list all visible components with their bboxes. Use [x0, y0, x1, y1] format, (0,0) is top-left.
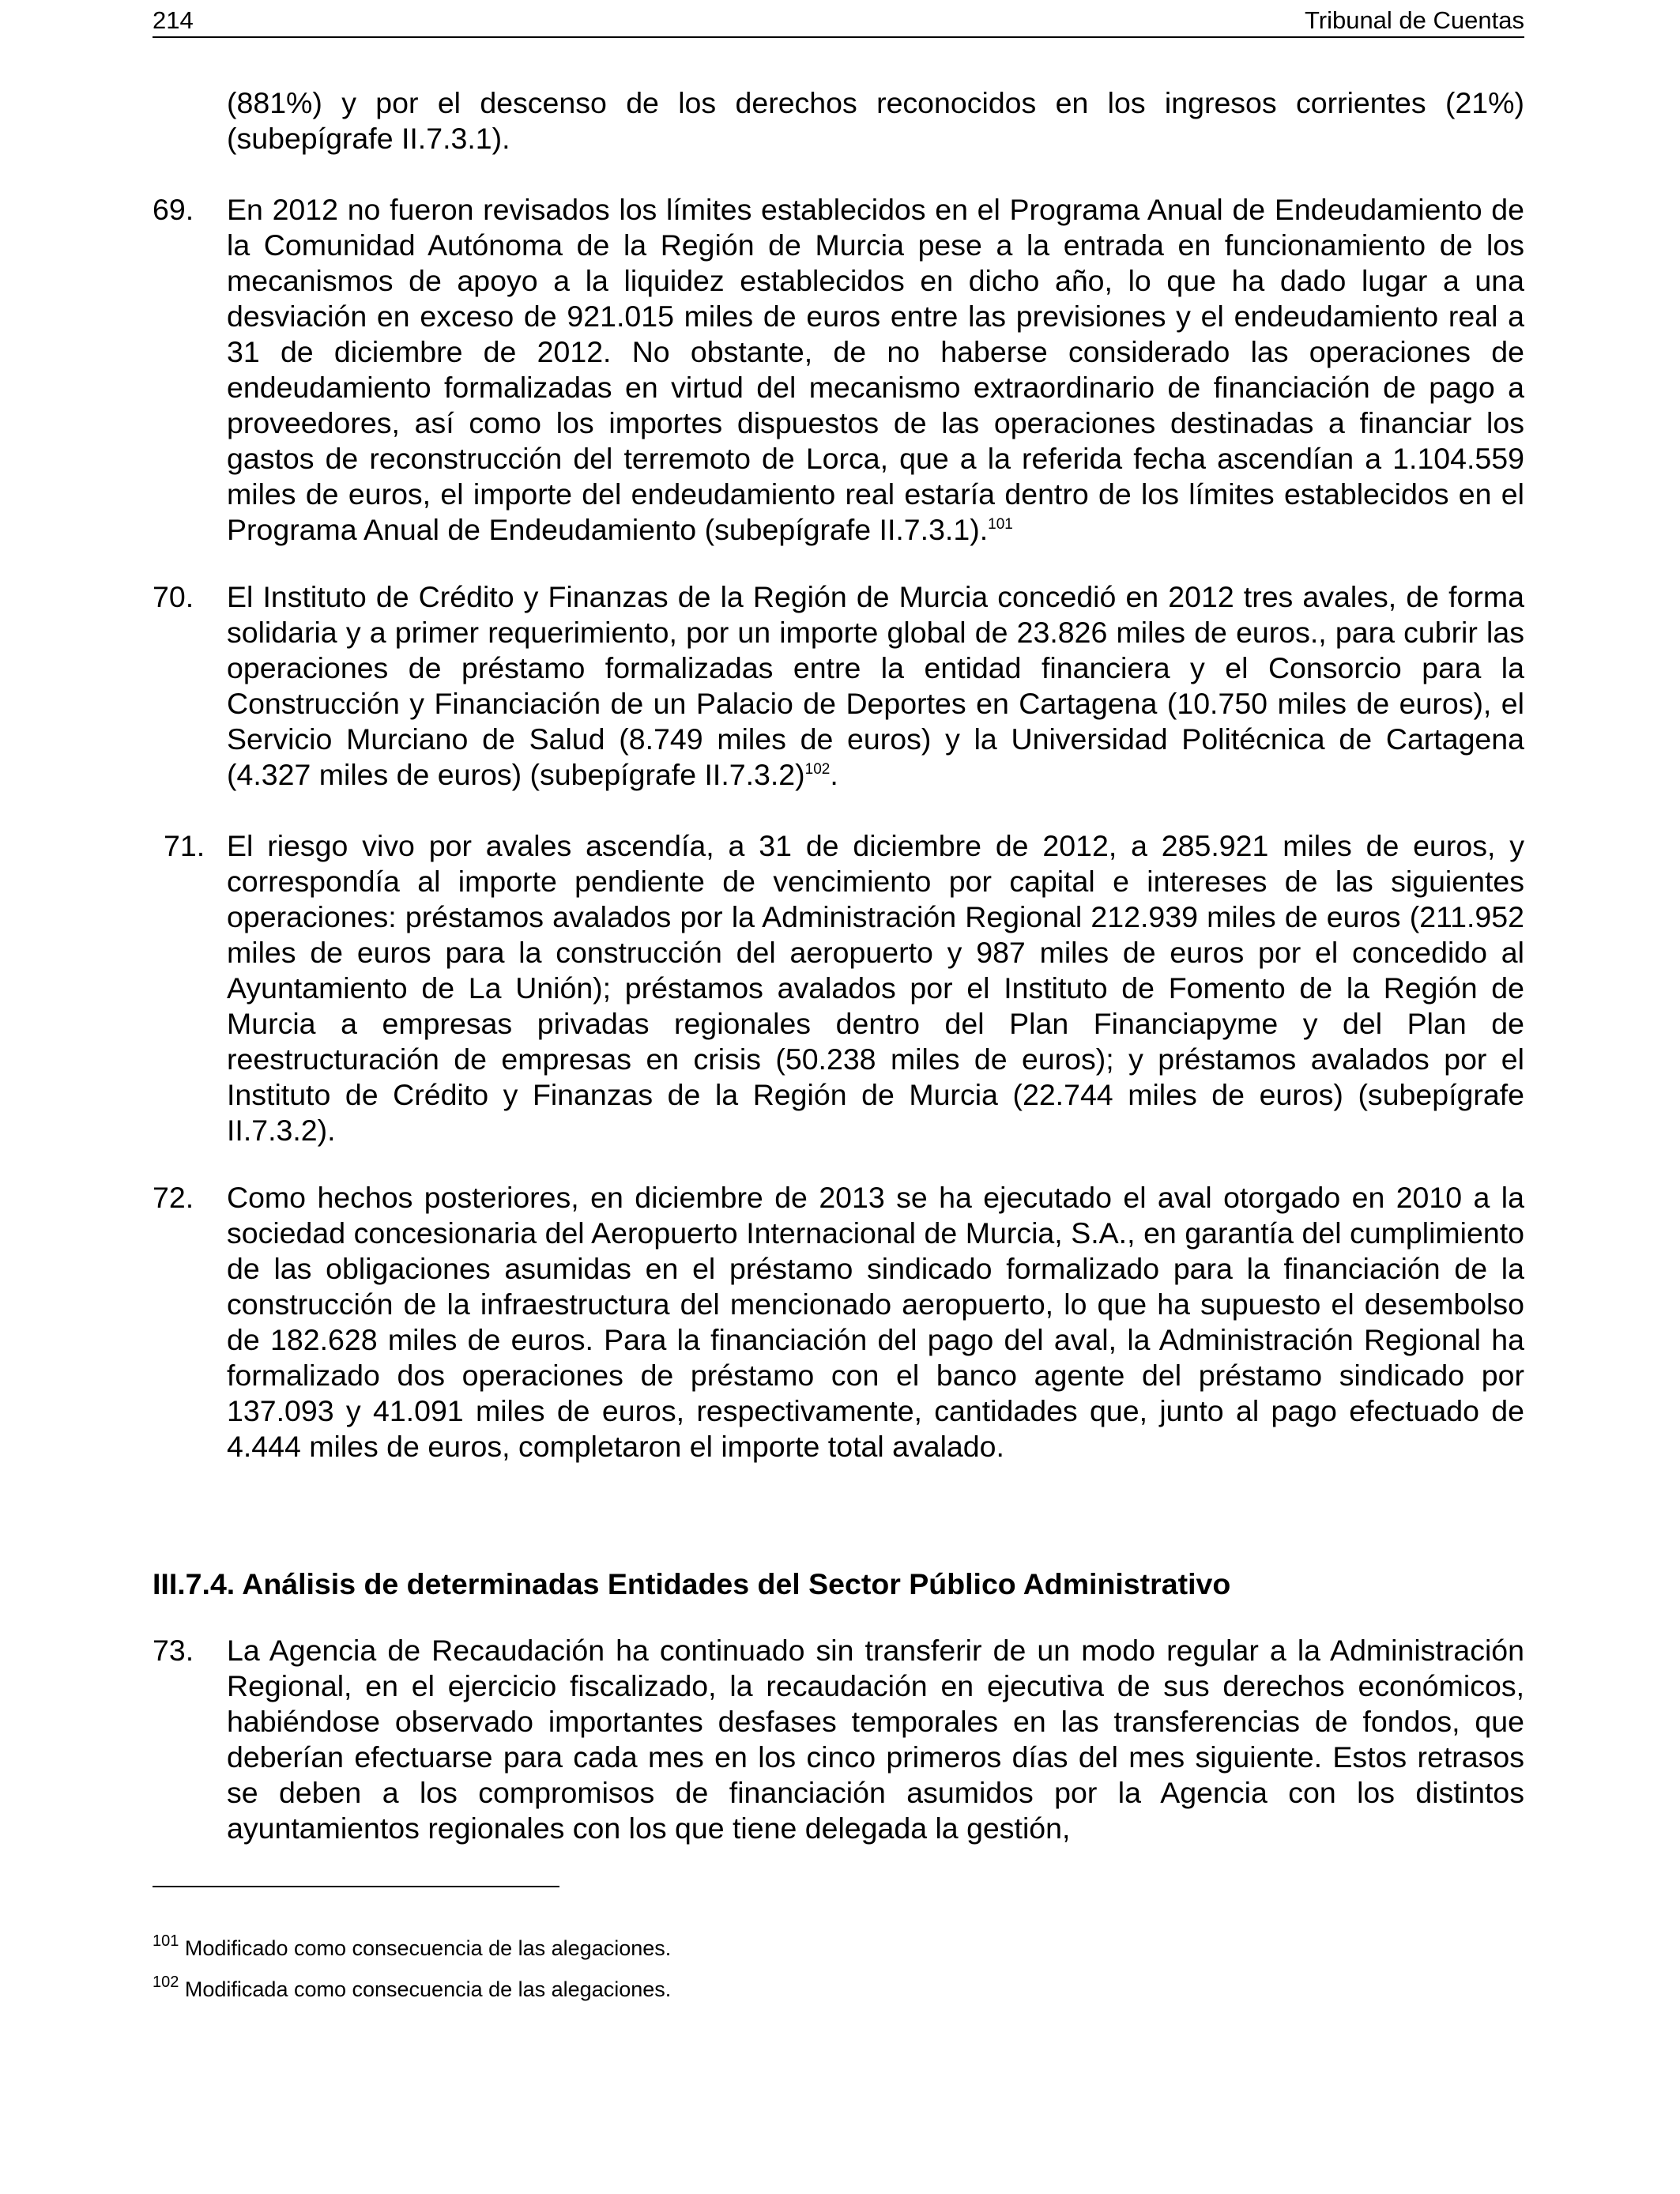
paragraph-71 [153, 828, 1524, 1148]
footnote-102 [153, 1973, 672, 2003]
paragraph-number: 69. [153, 193, 194, 226]
page-number: 214 [153, 6, 194, 34]
paragraph-number: 73. [153, 1634, 194, 1667]
paragraph-69 [153, 192, 1524, 548]
paragraph-number: 71. [164, 829, 205, 862]
paragraph-number: 72. [153, 1181, 194, 1214]
section-heading: III.7.4. Análisis de determinadas Entidades del Sector Público Administrativo [153, 1567, 1231, 1600]
footnote-text: Modificada como consecuencia de las alegaciones. [184, 1977, 672, 2001]
footnote-separator [153, 1886, 559, 1887]
page-header [153, 5, 1524, 38]
paragraph-73 [153, 1633, 1524, 1846]
footnote-text: Modificado como consecuencia de las alegaciones. [184, 1936, 672, 1960]
paragraph-text: Como hechos posteriores, en diciembre de 2013 se ha ejecutado el aval otorgado en 2010 a la sociedad concesionaria del Aeropuerto Internacional de Murcia, S.A., en garantía del cumplimiento de las obligaciones asumidas en el préstamo sindicado formalizado para la financiación de la construcción de la infraestructura del mencionado aeropuerto, lo que ha supuesto el desembolso de 182.628 miles de euros. Para la financiación del pago del aval, la Administración Regional ha formalizado dos operaciones de préstamo con el banco agente del préstamo sindicado por 137.093 y 41.091 miles de euros, respectivamente, cantidades que, junto al pago efectuado de 4.444 miles de euros, completaron el importe total avalado. [227, 1181, 1524, 1463]
footnote-ref-101: 101 [988, 516, 1013, 533]
paragraph-text: En 2012 no fueron revisados los límites establecidos en el Programa Anual de Endeudamiento de la Comunidad Autónoma de la Región de Murcia pese a la entrada en funcionamiento de los mecanismos de apoyo a la liquidez establecidos en dicho año, lo que ha dado lugar a una desviación en exceso de 921.015 miles de euros entre las previsiones y el endeudamiento real a 31 de diciembre de 2012. No obstante, de no haberse considerado las operaciones de endeudamiento formalizadas en virtud del mecanismo extraordinario de financiación de pago a proveedores, así como los importes dispuestos de las operaciones destinadas a financiar los gastos de reconstrucción del terremoto de Lorca, que a la referida fecha ascendían a 1.104.559 miles de euros, el importe del endeudamiento real estaría dentro de los límites establecidos en el Programa Anual de Endeudamiento (subepígrafe II.7.3.1). [227, 193, 1524, 546]
paragraph-70 [153, 579, 1524, 793]
paragraph-text: El riesgo vivo por avales ascendía, a 31 de diciembre de 2012, a 285.921 miles de euros, y correspondía al importe pendiente de vencimiento por capital e intereses de las siguientes operaciones: préstamos avalados por la Administración Regional 212.939 miles de euros (211.952 miles de euros para la construcción del aeropuerto y 987 miles de euros por el concedido al Ayuntamiento de La Unión); préstamos avalados por el Instituto de Fomento de la Región de Murcia a empresas privadas regionales dentro del Plan Financiapyme y del Plan de reestructuración de empresas en crisis (50.238 miles de euros); y préstamos avalados por el Instituto de Crédito y Finanzas de la Región de Murcia (22.744 miles de euros) (subepígrafe II.7.3.2). [227, 829, 1524, 1147]
paragraph-text: El Instituto de Crédito y Finanzas de la Región de Murcia concedió en 2012 tres avales, de forma solidaria y a primer requerimiento, por un importe global de 23.826 miles de euros., para cubrir las operaciones de préstamo formalizadas entre la entidad financiera y el Consorcio para la Construcción y Financiación de un Palacio de Deportes en Cartagena (10.750 miles de euros), el Servicio Murciano de Salud (8.749 miles de euros) y la Universidad Politécnica de Cartagena (4.327 miles de euros) (subepígrafe II.7.3.2) [227, 580, 1524, 791]
footnote-number: 101 [153, 1932, 179, 1950]
paragraph-72 [153, 1180, 1524, 1465]
paragraph-text: La Agencia de Recaudación ha continuado sin transferir de un modo regular a la Administración Regional, en el ejercicio fiscalizado, la recaudación en ejecutiva de sus derechos económicos, habiéndose observado importantes desfases temporales en las transferencias de fondos, que deberían efectuarse para cada mes en los cinco primeros días del mes siguiente. Estos retrasos se deben a los compromisos de financiación asumidos por la Agencia con los distintos ayuntamientos regionales con los que tiene delegada la gestión, [227, 1634, 1524, 1845]
footnote-ref-102: 102 [804, 761, 831, 778]
paragraph-number: 70. [153, 580, 194, 613]
footnote-101 [153, 1932, 672, 1962]
footnote-number: 102 [153, 1973, 179, 1991]
continuation-paragraph: (881%) y por el descenso de los derechos reconocidos en los ingresos corrientes (21%) (subepígrafe II.7.3.1). [227, 86, 1524, 155]
paragraph-tail: . [830, 758, 838, 791]
publisher-name: Tribunal de Cuentas [1304, 6, 1524, 34]
